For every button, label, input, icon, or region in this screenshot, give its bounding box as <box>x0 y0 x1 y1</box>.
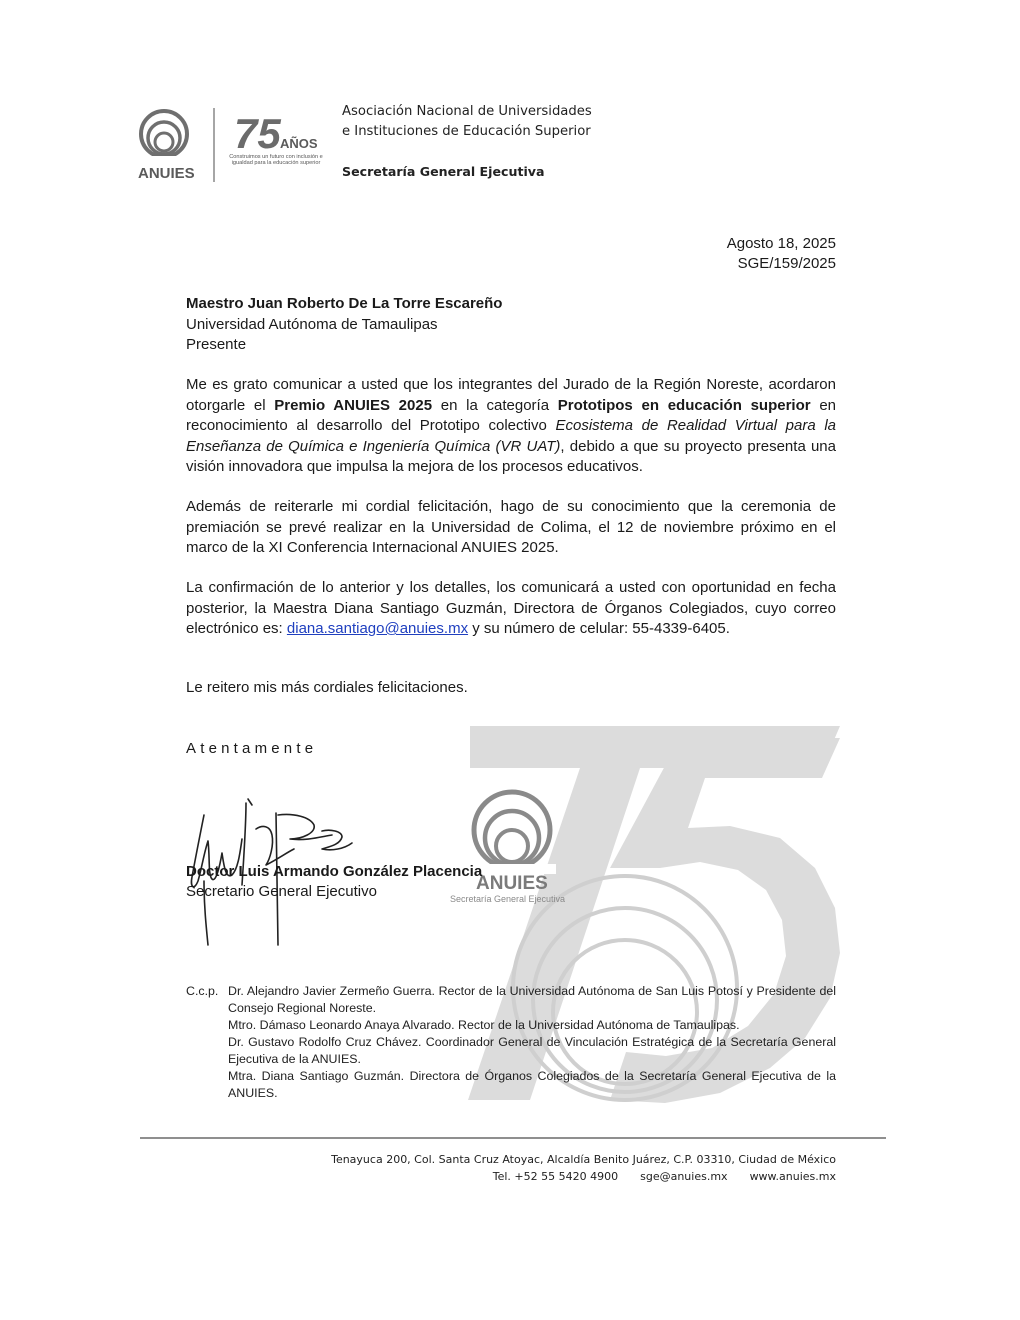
footer-divider <box>140 1137 886 1139</box>
letter-reference: SGE/159/2025 <box>737 255 836 272</box>
award-text-2: en la categoría <box>432 396 558 414</box>
paragraph-award <box>186 375 836 478</box>
paragraph-congratulations: Le reitero mis más cordiales felicitaciones. <box>186 679 468 696</box>
anuies-75-logo <box>136 104 326 186</box>
footer-contact <box>493 1170 836 1183</box>
seal-subtext: Secretaría General Ejecutiva <box>450 894 566 904</box>
award-text-3: en reconocimiento al desarrollo del Prototipo colectivo <box>186 396 836 434</box>
letter-date: Agosto 18, 2025 <box>726 235 836 252</box>
project-name: Ecosistema de Realidad Virtual para la Enseñanza de Química e Ingeniería Química (VR UAT) <box>186 417 836 455</box>
signer-title: Secretario General Ejecutivo <box>186 883 377 900</box>
cc-list <box>228 983 836 1102</box>
recipient-block <box>186 294 502 356</box>
cc-label: C.c.p. <box>186 984 219 998</box>
award-text-1: Me es grato comunicar a usted que los integrantes del Jurado de la Región Noreste, acordaron otorgarle el <box>186 376 836 414</box>
contact-text-2: y su número de celular: 55-4339-6405. <box>468 620 730 637</box>
paragraph-contact <box>186 578 836 640</box>
cc-entry: Dr. Gustavo Rodolfo Cruz Chávez. Coordinador General de Vinculación Estratégica de la Secretaría General Ejecutiva de la ANUIES. <box>228 1035 836 1066</box>
seal-text: ANUIES <box>476 873 548 894</box>
logo-text: ANUIES <box>138 165 195 182</box>
org-name-line-1: Asociación Nacional de Universidades <box>342 104 592 119</box>
award-text-4: , debido a que su proyecto presenta una visión innovadora que impulsa la mejora de los procesos educativos. <box>186 437 836 475</box>
award-category: Prototipos en educación superior <box>557 396 811 414</box>
recipient-institution: Universidad Autónoma de Tamaulipas <box>186 315 438 333</box>
org-name-line-2: e Instituciones de Educación Superior <box>342 124 591 139</box>
signer-name: Doctor Luis Armando González Placencia <box>186 863 483 880</box>
recipient-name: Maestro Juan Roberto De La Torre Escareño <box>186 295 503 312</box>
cc-entry: Dr. Alejandro Javier Zermeño Guerra. Rector de la Universidad Autónoma de San Luis Potosí y Presidente del Consejo Regional Noreste. <box>228 984 836 1015</box>
department-name: Secretaría General Ejecutiva <box>342 164 545 179</box>
footer-email[interactable]: sge@anuies.mx <box>640 1170 728 1183</box>
seal-rings-icon <box>474 792 550 868</box>
anuies-rings-icon <box>141 111 187 157</box>
footer-address: Tenayuca 200, Col. Santa Cruz Atoyac, Alcaldía Benito Juárez, C.P. 03310, Ciudad de México <box>331 1153 836 1166</box>
cc-entry: Mtro. Dámaso Leonardo Anaya Alvarado. Rector de la Universidad Autónoma de Tamaulipas. <box>228 1018 740 1032</box>
recipient-salutation: Presente <box>186 336 247 353</box>
paragraph-ceremony: Además de reiterarle mi cordial felicitación, hago de su conocimiento que la ceremonia de premiación se prevé realizar en la Universidad de Colima, el 12 de noviembre próximo en el marco de la XI Conferencia Internacional ANUIES 2025. <box>186 498 836 556</box>
anniversary-word: AÑOS <box>280 136 318 151</box>
footer-website[interactable]: www.anuies.mx <box>749 1170 836 1183</box>
contact-text-1: La confirmación de lo anterior y los detalles, los comunicará a usted con oportunidad en fecha posterior, la Maestra Diana Santiago Guzmán, Directora de Órganos Colegiados, cuyo correo electrónico es: <box>186 579 836 637</box>
anniversary-number: 75 <box>234 110 281 157</box>
anniversary-tagline: Construimos un futuro con inclusión e igualdad para la educación superior <box>229 154 323 167</box>
cc-entry: Mtra. Diana Santiago Guzmán. Directora de Órganos Colegiados de la Secretaría General Ejecutiva de la ANUIES. <box>228 1069 836 1100</box>
award-name: Premio ANUIES 2025 <box>274 396 433 414</box>
closing: Atentamente <box>186 740 318 757</box>
footer-phone: Tel. +52 55 5420 4900 <box>492 1170 619 1183</box>
contact-email-link[interactable]: diana.santiago@anuies.mx <box>286 620 469 637</box>
